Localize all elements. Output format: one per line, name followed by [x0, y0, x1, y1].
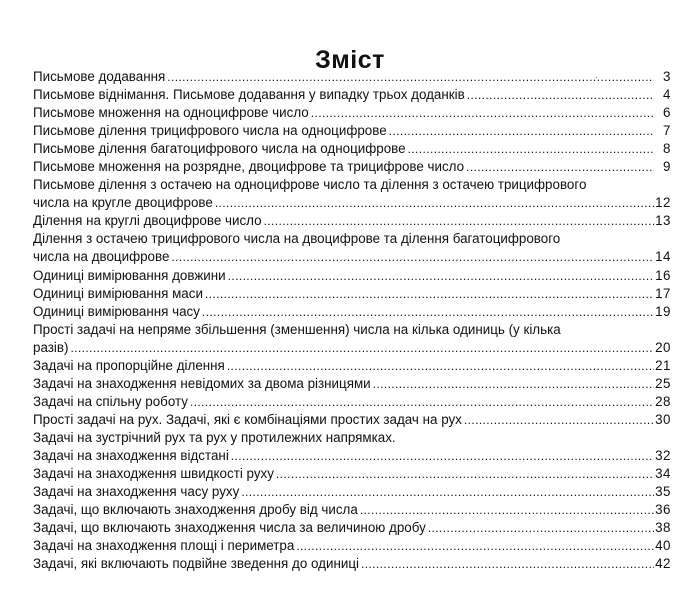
toc-entry-title: числа на двоцифрове	[33, 249, 170, 265]
toc-page-number: 20	[655, 339, 671, 355]
toc-entry-title: Задачі на знаходження часу руху	[33, 484, 240, 500]
toc-entry-title: Письмове ділення трицифрового числа на одноцифрове	[33, 123, 387, 139]
dot-leader	[311, 104, 654, 122]
toc-entry[interactable]	[33, 104, 671, 122]
toc-page-number: 17	[655, 285, 671, 301]
toc-entry[interactable]	[33, 447, 671, 465]
toc-entry-title: Одиниці вимірювання маси	[33, 285, 203, 301]
toc-page-number: 3	[663, 69, 671, 84]
dot-leader	[464, 411, 654, 429]
dot-leader	[360, 501, 654, 519]
toc-entry-title: Задачі на спільну роботу	[33, 393, 188, 409]
toc-entry-title: числа на кругле двоцифрове	[33, 195, 213, 211]
toc-section-heading	[33, 429, 671, 447]
dot-leader	[70, 339, 654, 357]
toc-entry-title: Письмове множення на розрядне, двоцифрове та трицифрове число	[33, 159, 465, 175]
toc-entry-title: Одиниці вимірювання довжини	[33, 267, 226, 283]
toc-page-number: 14	[655, 249, 671, 265]
dot-leader	[389, 122, 654, 140]
dot-leader	[167, 68, 654, 86]
dot-leader	[215, 194, 654, 212]
toc-entry[interactable]	[33, 68, 671, 86]
toc-entry-title: Задачі, які включають подвійне зведення до одиниці	[33, 556, 359, 572]
toc-entry-title: Ділення на круглі двоцифрове число	[33, 213, 262, 229]
toc-page-number: 32	[655, 447, 671, 463]
toc-page-number: 12	[655, 195, 671, 211]
toc-page-number: 7	[663, 123, 671, 139]
dot-leader	[205, 285, 654, 303]
toc-entry[interactable]	[33, 519, 671, 537]
toc-page-number: 30	[655, 411, 671, 427]
toc-entry-title: разів)	[33, 339, 69, 355]
toc-entry[interactable]	[33, 212, 671, 230]
toc-entry[interactable]	[33, 465, 671, 483]
dot-leader	[428, 519, 654, 537]
toc-entry[interactable]	[33, 230, 671, 266]
toc-entry[interactable]	[33, 321, 671, 357]
toc-page-number: 42	[655, 556, 671, 572]
dot-leader	[276, 465, 654, 483]
toc-page-number: 36	[655, 502, 671, 518]
toc-entry[interactable]	[33, 483, 671, 501]
toc-entry-title: Письмове віднімання. Письмове додавання у випадку трьох доданків	[33, 87, 465, 103]
toc-entry[interactable]	[33, 555, 671, 573]
dot-leader	[227, 357, 654, 375]
toc-entry-title: Задачі на знаходження площі і периметра	[33, 538, 295, 554]
dot-leader	[264, 212, 654, 230]
toc-page-number: 19	[655, 303, 671, 319]
dot-leader	[296, 537, 654, 555]
dot-leader	[228, 267, 654, 285]
toc-entry[interactable]	[33, 176, 671, 212]
toc-page-number: 16	[655, 267, 671, 283]
toc-entry[interactable]	[33, 122, 671, 140]
dot-leader	[466, 158, 654, 176]
toc-entry-title-line1: Письмове ділення з остачею на одноцифрове число та ділення з остачею трицифрового	[33, 177, 587, 193]
toc-page-number: 13	[655, 213, 671, 229]
toc-entry-title: Одиниці вимірювання часу	[33, 303, 200, 319]
toc-entry[interactable]	[33, 303, 671, 321]
toc-entry[interactable]	[33, 393, 671, 411]
toc-entry-title: Письмове додавання	[33, 69, 166, 84]
toc-entry-title: Задачі на знаходження швидкості руху	[33, 466, 274, 482]
toc-entry[interactable]	[33, 285, 671, 303]
dot-leader	[190, 393, 654, 411]
dot-leader	[231, 447, 654, 465]
toc-entry[interactable]	[33, 357, 671, 375]
dot-leader	[408, 140, 654, 158]
toc-entry-title: Письмове множення на одноцифрове число	[33, 105, 309, 121]
toc-entry[interactable]	[33, 501, 671, 519]
dot-leader	[361, 555, 654, 573]
dot-leader	[171, 248, 654, 266]
toc-entry[interactable]	[33, 267, 671, 285]
toc-entry[interactable]	[33, 537, 671, 555]
toc-entry[interactable]	[33, 140, 671, 158]
toc-page-number: 21	[655, 357, 671, 373]
table-of-contents	[33, 68, 671, 573]
toc-page-number: 4	[663, 87, 671, 103]
toc-page-number: 38	[655, 520, 671, 536]
toc-entry-title: Задачі на знаходження відстані	[33, 447, 229, 463]
toc-page-number: 35	[655, 484, 671, 500]
toc-page-number: 28	[655, 393, 671, 409]
toc-entry[interactable]	[33, 375, 671, 393]
toc-entry-title: Задачі на пропорційне ділення	[33, 357, 225, 373]
toc-entry-title-line1: Прості задачі на непряме збільшення (зменшення) числа на кілька одиниць (у кілька	[33, 321, 561, 337]
toc-page-number: 40	[655, 538, 671, 554]
toc-page-number: 25	[655, 375, 671, 391]
toc-entry-title: Задачі, що включають знаходження числа за величиною дробу	[33, 520, 426, 536]
dot-leader	[373, 375, 654, 393]
dot-leader	[202, 303, 654, 321]
dot-leader	[241, 483, 654, 501]
toc-entry-title: Прості задачі на рух. Задачі, які є комбінаціями простих задач на рух	[33, 411, 462, 427]
toc-entry-title: Письмове ділення багатоцифрового числа на одноцифрове	[33, 141, 406, 157]
page-title: Зміст	[315, 46, 385, 74]
toc-entry-title-line1: Ділення з остачею трицифрового числа на двоцифрове та ділення багатоцифрового	[33, 231, 561, 247]
dot-leader	[467, 86, 654, 104]
toc-entry[interactable]	[33, 411, 671, 429]
toc-page-number: 34	[655, 466, 671, 482]
toc-entry[interactable]	[33, 158, 671, 176]
toc-section-heading-text: Задачі на зустрічний рух та рух у протилежних напрямках.	[33, 429, 396, 445]
toc-entry-title: Задачі на знаходження невідомих за двома різницями	[33, 375, 371, 391]
toc-page-number: 8	[663, 141, 671, 157]
toc-page-number: 6	[663, 105, 671, 121]
toc-entry[interactable]	[33, 86, 671, 104]
toc-entry-title: Задачі, що включають знаходження дробу від числа	[33, 502, 358, 518]
toc-page-number: 9	[663, 159, 671, 175]
